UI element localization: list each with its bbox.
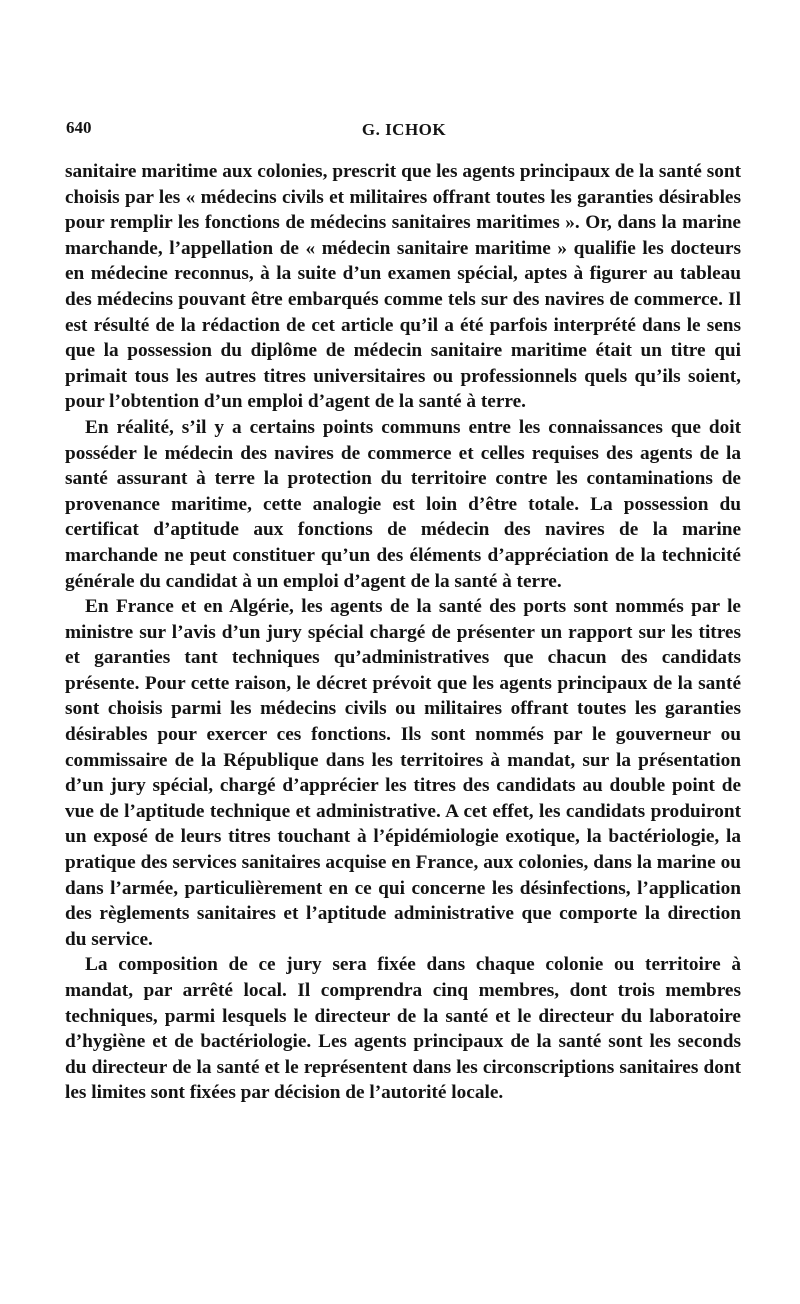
paragraph-1: sanitaire maritime aux colonies, prescrit que les agents principaux de la santé sont choisis par les « médecins civils et militaires offrant toutes les garanties désirables pour remplir les fonctions de médecins sanitaires maritimes ». Or, dans la marine marchande, l’appellation de « médecin sanitaire maritime » qualifie les docteurs en médecine reconnus, à la suite d’un examen spécial, aptes à figurer au tableau des médecins pouvant être embarqués comme tels sur des navires de commerce. Il est résulté de la rédaction de cet article qu’il a été parfois interprété dans le sens que la possession du diplôme de médecin sanitaire maritime était un titre qui primait tous les autres titres universitaires ou professionnels quels qu’ils soient, pour l’obtention d’un emploi d’agent de la santé à terre. — [65, 161, 741, 413]
page-author: G. ICHOK — [361, 120, 447, 139]
paragraph-2: En réalité, s’il y a certains points communs entre les connaissances que doit posséder le médecin des navires de commerce et celles requises des agents de la santé assurant à terre la protection du territoire contre les contaminations de provenance maritime, cette analogie est loin d’être totale. La possession du certificat d’aptitude aux fonctions de médecin des navires de la marine marchande ne peut constituer qu’un des éléments d’appréciation de la technicité générale du candidat à un emploi d’agent de la santé à terre. — [65, 416, 741, 592]
body-text — [65, 159, 741, 1106]
page-number: 640 — [66, 118, 92, 137]
paragraph-4: La composition de ce jury sera fixée dans chaque colonie ou territoire à mandat, par arrêté local. Il comprendra cinq membres, dont trois membres techniques, parmi lesquels le directeur de la santé et le directeur du laboratoire d’hygiène et de bactériologie. Les agents principaux de la santé sont les seconds du directeur de la santé et le représentent dans les circonscriptions sanitaires dont les limites sont fixées par décision de l’autorité locale. — [65, 954, 741, 1104]
running-head — [66, 118, 742, 144]
paragraph-3: En France et en Algérie, les agents de la santé des ports sont nommés par le ministre sur l’avis d’un jury spécial chargé de présenter un rapport sur les titres et garanties tant techniques qu’administratives que chacun des candidats présente. Pour cette raison, le décret prévoit que les agents principaux de la santé sont choisis parmi les médecins civils ou militaires offrant toutes les garanties désirables pour exercer ces fonctions. Ils sont nommés par le gouverneur ou commissaire de la République dans les territoires à mandat, sur la présentation d’un jury spécial, chargé d’apprécier les titres des candidats au double point de vue de l’aptitude technique et administrative. A cet effet, les candidats produiront un exposé de leurs titres touchant à l’épidémiologie exotique, la bactériologie, la pratique des services sanitaires acquise en France, aux colonies, dans la marine ou dans l’armée, particulièrement en ce qui concerne les désinfections, l’application des règlements sanitaires et l’aptitude administrative que comporte la direction du service. — [65, 596, 741, 950]
